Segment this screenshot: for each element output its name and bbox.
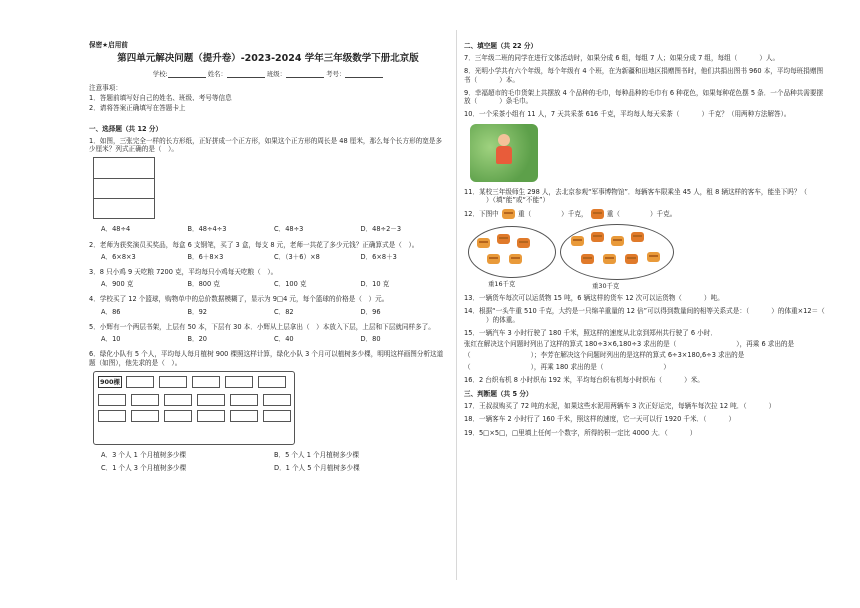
dog-icon xyxy=(591,209,604,219)
question-2: 2．老师为获奖演员买奖品，每盒 6 支钢笔，买了 3 盒，每支 8 元，老师一共花了多少元钱？正确算式是（ ）。 xyxy=(89,240,419,249)
dog-icon xyxy=(591,232,604,242)
section-heading: 一、选择题（共 12 分） xyxy=(89,124,163,133)
cat-icon xyxy=(603,254,616,264)
left-weight-label: 重16千克 xyxy=(488,280,516,289)
school-label: 学校: xyxy=(152,69,168,78)
diagram-row xyxy=(126,376,286,388)
q5-options xyxy=(89,335,447,343)
question-10: 10．一个采茶小组有 11 人，7 天共采茶 616 千克，平均每人每天采茶（ ）千克？（用两种方法解答）。 xyxy=(464,110,791,119)
exam-id-label: 考号： xyxy=(326,69,346,78)
diagram-row xyxy=(98,394,291,422)
section-heading: 二、填空题（共 22 分） xyxy=(464,42,538,50)
option[interactable]: D．96 xyxy=(360,307,381,316)
dog-icon xyxy=(631,232,644,242)
question-16: 16．2 台织布机 8 小时织布 192 米，平均每台织布机每小时织布（ ）米。 xyxy=(464,375,704,384)
cat-icon xyxy=(502,209,515,219)
question-17: 17．王叔叔购买了 72 吨的水泥，如果这些水泥用两辆车 3 次正好运完，每辆车每次拉 12 吨．（ ） xyxy=(464,402,776,411)
option[interactable]: D．10 克 xyxy=(360,280,390,289)
option[interactable]: C．48÷3 xyxy=(274,225,304,234)
question-6: 6．绿化小队有 5 个人，平均每人每月植树 900 棵照这样计算，绿化小队 3 个月可以植树多少棵，明明这样画图分析这道题（如图），他先求的是（ ）。 xyxy=(89,350,444,367)
option[interactable]: D．6×8＋3 xyxy=(360,252,397,261)
q2-options xyxy=(89,253,447,261)
dog-icon xyxy=(497,234,510,244)
notice-heading: 注意事项： xyxy=(89,83,122,92)
question-9: 9．幸福超市的毛巾货架上共摆放 4 个品种的毛巾，每种品种的毛巾有 6 种花色，如果每种花色摆 5 条．一个品种共需要摆放（ ）条毛巾。 xyxy=(464,88,824,106)
question-14: 14．根据“一头牛重 510 千克，大约是一只绵羊重量的 12 倍”可以得到数量间的相等关系式是：（ ）的体重×12＝（）的体重。 xyxy=(464,307,825,324)
right-column xyxy=(464,38,829,442)
name-blank[interactable] xyxy=(227,70,265,78)
option[interactable]: A．3 个人 1 个月植树多少棵 xyxy=(101,450,187,459)
option[interactable]: B．92 xyxy=(187,307,208,316)
question-4: 4．学校买了 12 个篮球，购物单中的总价数据模糊了，显示为 9□4 元，每个篮球的价格是（ ）元。 xyxy=(89,295,389,304)
question-8: 8．光明小学共有六个年级，每个年级有 4 个班，在为新疆和田地区捐赠图书时，他们共捐出图书 960 本，平均每班捐赠图书（ ）本。 xyxy=(464,67,824,84)
question-12: 12．下图中 重（ ）千克， 重（ ）千克。 xyxy=(464,210,677,219)
option[interactable]: D．1 个人 5 个月植树多少棵 xyxy=(274,464,360,473)
cat-icon xyxy=(647,252,660,262)
question-18: 18．一辆客车 2 小时行了 160 千米，照这样的速度，它一天可以行 1920 千米．（ ） xyxy=(464,415,736,424)
option[interactable]: A．900 克 xyxy=(101,280,134,289)
notice-item: 2．请将答案正确填写在答题卡上 xyxy=(89,104,186,113)
option[interactable]: B．5 个人 1 个月植树多少棵 xyxy=(274,450,360,459)
q3-options xyxy=(89,280,447,288)
option[interactable]: C．100 克 xyxy=(274,280,307,289)
rectangles-figure xyxy=(93,157,155,219)
option[interactable]: C．（3＋6）×8 xyxy=(274,252,320,261)
option[interactable]: C．40 xyxy=(274,335,294,344)
option[interactable]: A．48÷4 xyxy=(101,225,131,234)
question-13: 13．一辆货车每次可以运货物 15 吨，6 辆这样的货车 12 次可以运货物（ ）吨。 xyxy=(464,294,724,303)
question-19: 19．5□×5□，□里填上任何一个数字，所得的积一定比 4000 大．（ ） xyxy=(464,428,697,437)
class-blank[interactable] xyxy=(286,70,324,78)
question-3: 3．8 只小鸡 9 天吃粮 7200 克，平均每只小鸡每天吃粮（ ）。 xyxy=(89,267,278,276)
option[interactable]: A．10 xyxy=(101,335,121,344)
left-group-ellipse xyxy=(468,226,556,278)
option[interactable]: A．6×8×3 xyxy=(101,252,136,261)
question-1: 1．如图，三张完全一样的长方形纸，正好拼成一个正方形，如果这个正方形的周长是 48 厘米，那么每个长方形的宽是多少厘米？列式正确的是（ ）。 xyxy=(89,136,443,154)
column-divider xyxy=(456,30,457,580)
cat-icon xyxy=(509,254,522,264)
option[interactable]: D．80 xyxy=(360,335,381,344)
page-title: 第四单元解决问题（提升卷）-2023-2024 学年三年级数学下册北京版 xyxy=(117,53,419,64)
left-column xyxy=(89,38,447,476)
q4-options xyxy=(89,308,447,316)
option[interactable]: B．6＋8×3 xyxy=(187,252,224,261)
school-blank[interactable] xyxy=(168,70,206,78)
secret-mark: 保密★启用前 xyxy=(89,41,128,49)
student-info-line xyxy=(89,70,447,78)
question-15: 15．一辆汽车 3 小时行驶了 180 千米，照这样的速度从北京到郑州共行驶了 6 小时． 张红在解决这个问题时列出了这样的算式 180÷3×6,180÷3 求出的是（ ），再乘 6 求出的是 （ ）；李芳在解决这个问题时列出的是这样的算式 6÷3×180,6÷3 求出的是 （ ），再乘 180 求出的是（ ） xyxy=(464,328,795,371)
notice-item: 1．答题前填写好自己的姓名、班级、考号等信息 xyxy=(89,94,232,103)
dog-icon xyxy=(517,238,530,248)
cat-icon xyxy=(611,236,624,246)
cat-icon xyxy=(477,238,490,248)
right-weight-label: 重30千克 xyxy=(592,282,620,291)
question-7: 7．三年级二班的同学在进行文体活动时，如果分成 6 组，每组 7 人；如果分成 7 组，每组（ ）人。 xyxy=(464,54,780,63)
cat-icon xyxy=(571,236,584,246)
option[interactable]: B．48÷4÷3 xyxy=(187,225,227,234)
class-label: 班级： xyxy=(266,69,287,78)
q1-options xyxy=(89,225,447,233)
question-5: 5．小辉有一个两层书架，上层有 50 本，下层有 30 本．小辉从上层拿出（ ）本放入下层，上层和下层就同样多了。 xyxy=(89,322,435,331)
question-11: 11．某校三年级师生 298 人，去北京参观“军事博物馆”．每辆客车限乘坐 45 人，租 8 辆这样的客车，能坐下吗？（）（填“能”或“不能”） xyxy=(464,187,808,204)
option[interactable]: D．48÷2－3 xyxy=(360,225,402,234)
name-label: 姓名： xyxy=(207,69,227,78)
dog-icon xyxy=(625,254,638,264)
animal-weight-figure xyxy=(464,224,829,292)
option[interactable]: B．800 克 xyxy=(187,280,220,289)
cat-icon xyxy=(487,254,500,264)
notice-block xyxy=(89,84,447,113)
section-heading: 三、判断题（共 5 分） xyxy=(464,389,533,398)
diagram-label: 900棵 xyxy=(99,377,121,386)
option[interactable]: A．86 xyxy=(101,307,121,316)
option[interactable]: B．20 xyxy=(187,335,208,344)
q6-options xyxy=(101,451,447,472)
option[interactable]: C．82 xyxy=(274,307,294,316)
tree-planting-diagram xyxy=(93,371,295,445)
tea-picking-illustration xyxy=(470,124,538,182)
option[interactable]: C．1 个人 3 个月植树多少棵 xyxy=(101,464,187,473)
dog-icon xyxy=(581,254,594,264)
exam-id-blank[interactable] xyxy=(345,70,383,78)
